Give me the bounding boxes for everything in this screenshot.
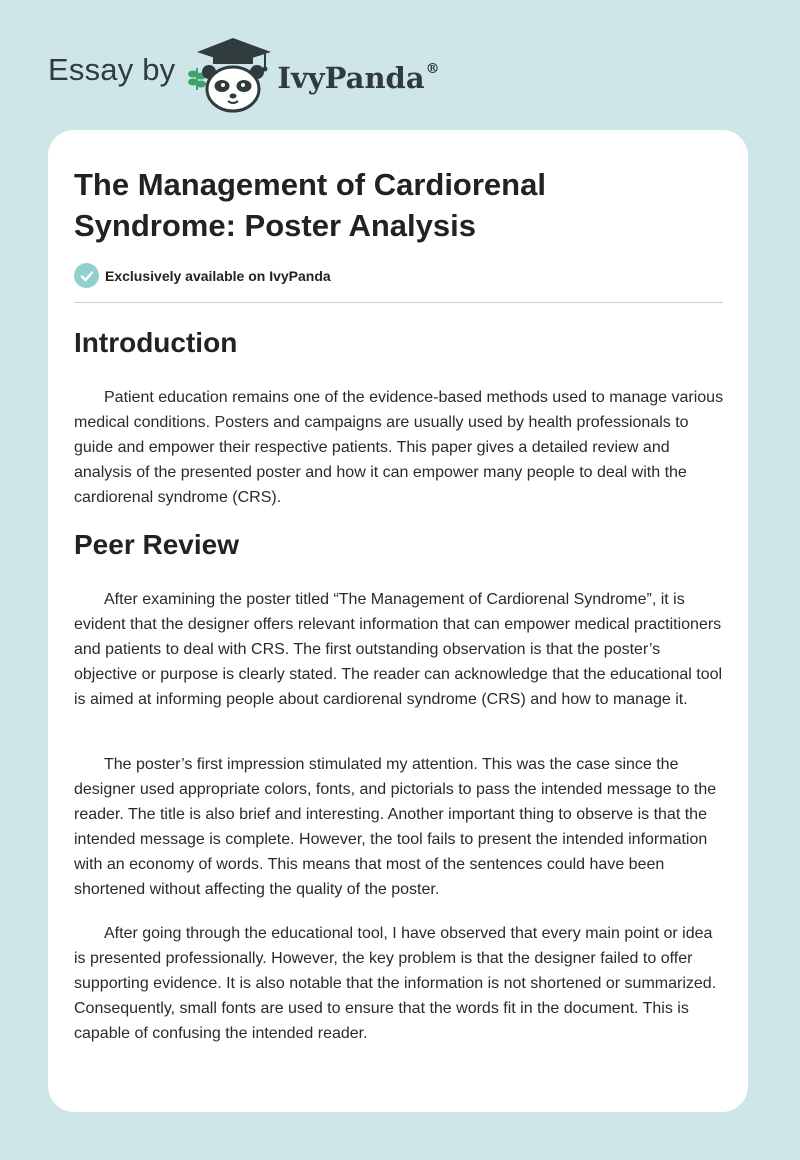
- paragraph: After going through the educational tool, I have observed that every main point or idea is presented professionally. However, the key problem is that the designer failed to offer supporting evidence. It is also notable that the information is not shortened or summarized. Consequently, small fonts are used to ensure that the words fit in the document. This is capable of confusing the intended reader.: [74, 925, 717, 1042]
- article-card: [48, 130, 748, 1112]
- paragraph: The poster’s first impression stimulated my attention. This was the case since the designer used appropriate colors, fonts, and pictorials to pass the intended message to the reader. The title is also brief and interesting. Another important thing to observe is that the intended message is complete. However, the tool fails to present the intended information with an economy of words. This means that most of the sentences could have been shortened without affecting the quality of the poster.: [74, 756, 717, 898]
- paragraph: After examining the poster titled “The Management of Cardiorenal Syndrome”, it is evident that the designer offers relevant information that can empower medical practitioners and patients to deal with CRS. The first outstanding observation is that the poster’s objective or purpose is clearly stated. The reader can acknowledge that the educational tool is aimed at informing people about cardiorenal syndrome (CRS) and how to manage it.: [74, 591, 723, 708]
- panda-graduate-logo-icon: [187, 34, 271, 114]
- essay-by-label: Essay by: [48, 52, 176, 87]
- site-header: [48, 34, 440, 114]
- paragraph: Patient education remains one of the evidence-based methods used to manage various medical conditions. Posters and campaigns are usually used by health professionals to guide and empower their respective patients. This paper gives a detailed review and analysis of the presented poster and how it can empower many people to deal with the cardiorenal syndrome (CRS).: [74, 389, 724, 506]
- exclusive-badge: [74, 263, 331, 288]
- brand-name: IvyPanda®: [277, 61, 440, 95]
- section-heading-introduction: Introduction: [74, 327, 238, 358]
- divider: [74, 302, 723, 303]
- badge-label: Exclusively available on IvyPanda: [105, 267, 331, 284]
- section-heading-peer-review: Peer Review: [74, 529, 239, 560]
- page-title: The Management of Cardiorenal Syndrome: Poster Analysis: [74, 167, 546, 243]
- registered-mark: ®: [425, 61, 440, 78]
- checkmark-icon: [74, 263, 99, 288]
